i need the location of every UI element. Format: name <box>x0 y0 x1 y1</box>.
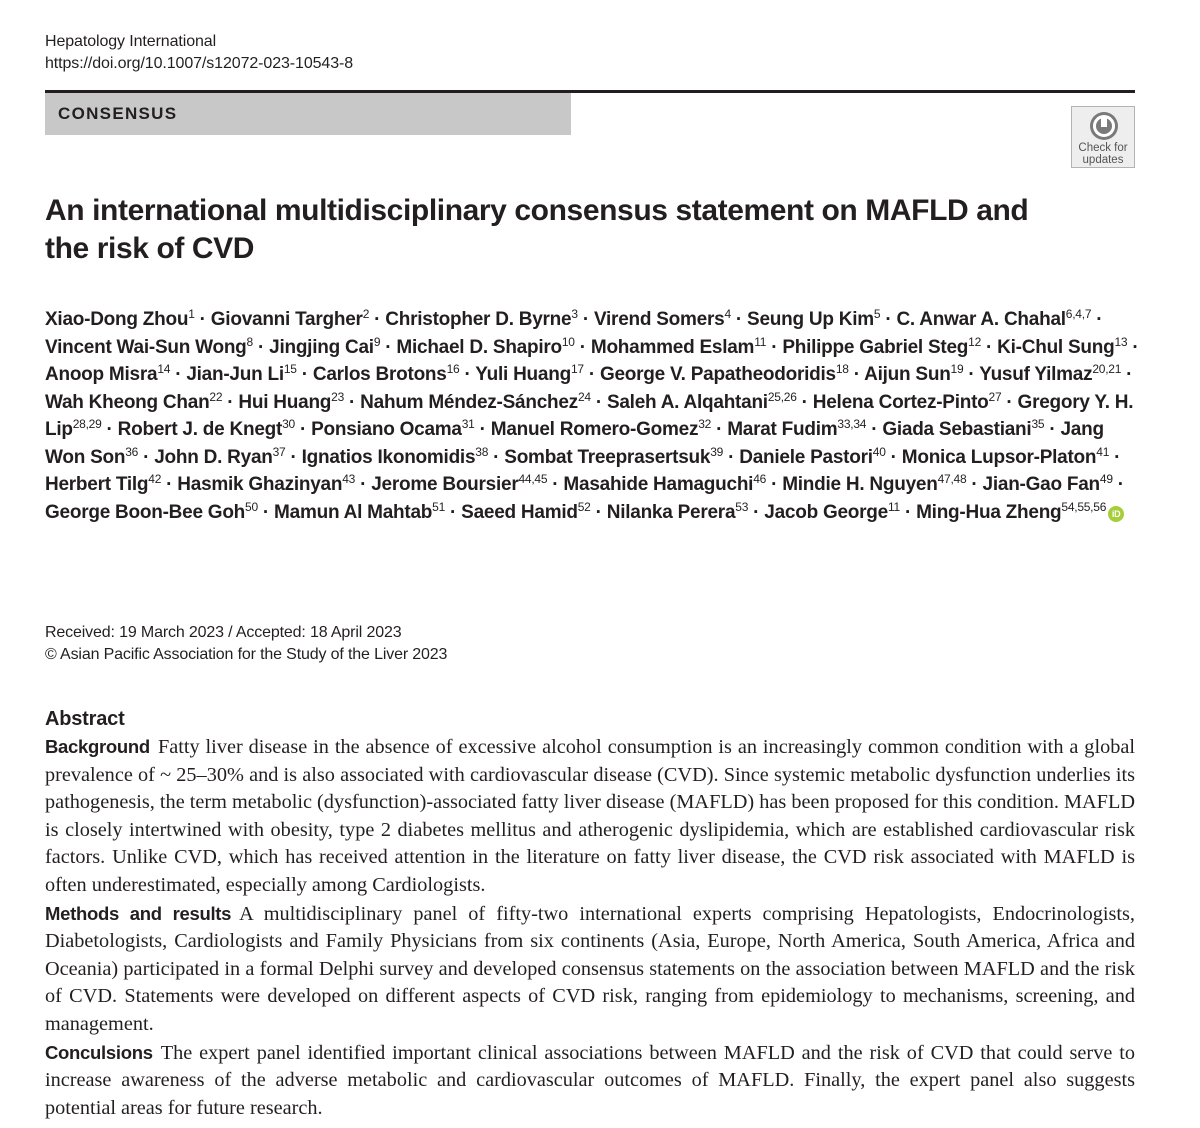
author-name[interactable] <box>45 309 195 330</box>
author-separator: · <box>1127 336 1139 358</box>
author-name[interactable] <box>563 474 766 495</box>
author-separator: · <box>355 474 372 495</box>
author-name[interactable] <box>154 444 286 468</box>
abstract-body <box>45 733 1135 1122</box>
author-name[interactable] <box>896 309 1091 330</box>
author-name[interactable] <box>606 499 749 523</box>
affiliation-marker: 50 <box>245 499 258 514</box>
author-name[interactable] <box>311 419 475 440</box>
section-text: The expert panel identified important clinical associations between MAFLD and the risk of CVD that could serve to increase awareness of the adverse metabolic and cardiovascular outcomes of MAFLD. Finally, the expert panel also suggests potential areas for future research. <box>45 1041 1135 1119</box>
author-name[interactable] <box>812 389 1002 413</box>
affiliation-marker: 35 <box>1031 417 1045 431</box>
author-name-text: Saleh A. Alqahtani <box>606 391 768 413</box>
author-name[interactable] <box>594 309 731 330</box>
affiliation-marker: 32 <box>698 417 712 431</box>
author-name-text: Jerome Boursier <box>371 474 519 495</box>
author-separator: · <box>866 419 883 440</box>
section-heading: Background <box>45 736 150 757</box>
affiliation-marker: 52 <box>577 499 591 514</box>
affiliation-marker: 20,21 <box>1092 362 1122 376</box>
author-name-text: Hasmik Ghazinyan <box>177 474 343 495</box>
author-name-text: Ki-Chul Sung <box>997 336 1115 358</box>
affiliation-marker: 47,48 <box>937 472 967 486</box>
author-name-text: Ignatios Ikonomidis <box>301 446 476 468</box>
affiliation-marker: 23 <box>331 389 345 404</box>
author-name-text: Seung Up Kim <box>747 309 874 330</box>
author-name-text: Manuel Romero-Gomez <box>490 419 699 440</box>
author-name-text: Robert J. de Knegt <box>117 419 283 440</box>
author-separator: · <box>294 419 312 440</box>
author-name-text: Aijun Sun <box>864 364 951 385</box>
affiliation-marker: 11 <box>754 334 767 349</box>
author-name-text: Jian-Gao Fan <box>982 474 1100 495</box>
affiliation-marker: 9 <box>373 334 381 349</box>
affiliation-marker: 17 <box>570 362 584 376</box>
author-name-text: Jang Won Son <box>45 419 1104 468</box>
author-name-text: John D. Ryan <box>154 446 273 468</box>
affiliation-marker: 15 <box>283 362 297 376</box>
author-name-text: Nilanka Perera <box>606 501 736 523</box>
affiliation-marker: 43 <box>342 472 356 486</box>
author-name-text: Yusuf Yilmaz <box>979 364 1093 385</box>
check-updates-icon <box>1088 110 1120 142</box>
author-name[interactable] <box>371 474 547 495</box>
author-separator: · <box>766 336 783 358</box>
check-updates-line2: updates <box>1082 154 1124 166</box>
author-name-text: Monica Lupsor-Platon <box>901 446 1097 468</box>
author-name-text: C. Anwar A. Chahal <box>896 309 1066 330</box>
author-name-text: Jian-Jun Li <box>186 364 284 385</box>
author-name-text: Hui Huang <box>238 391 332 413</box>
author-name[interactable] <box>600 364 849 385</box>
affiliation-marker: 2 <box>362 307 370 321</box>
author-separator: · <box>445 501 462 523</box>
affiliation-marker: 10 <box>561 334 575 349</box>
author-separator: · <box>138 446 155 468</box>
journal-name: Hepatology International <box>45 33 217 50</box>
author-name[interactable] <box>727 419 866 440</box>
article-type-bar <box>45 93 571 135</box>
author-name[interactable] <box>491 419 711 440</box>
affiliation-marker: 13 <box>1114 334 1128 349</box>
author-separator: · <box>474 419 491 440</box>
author-name-text: Anoop Misra <box>45 364 158 385</box>
author-separator: · <box>730 309 748 330</box>
abstract-section-background <box>45 733 1135 900</box>
author-name[interactable] <box>45 389 223 413</box>
author-name[interactable] <box>461 499 591 523</box>
author-separator: · <box>194 309 211 330</box>
author-name-text: Xiao-Dong Zhou <box>45 309 189 330</box>
author-separator: · <box>1044 419 1061 440</box>
author-name-text: Herbert Tilg <box>45 474 149 495</box>
check-for-updates-button[interactable] <box>1071 106 1135 168</box>
author-separator: · <box>981 336 998 358</box>
check-updates-line1: Check for <box>1078 142 1128 154</box>
section-text: Fatty liver disease in the absence of excessive alcohol consumption is an increasingly common condition with a global prevalence of ~ 25–30% and is also associated with cardiovascular disease (CVD). Since systemic metabolic dysfunction underlies its pathogenesis, the term metabolic (dysfunction)-associated fatty liver disease (MAFLD) has been proposed for this condition. MAFLD is closely intertwined with obesity, type 2 diabetes mellitus and atherogenic dyslipidemia, which are established cardiovascular risk factors. Unlike CVD, which has received attention in the literature on fatty liver disease, the CVD risk associated with MAFLD is often underestimated, especially among Cardiologists. <box>45 736 1135 896</box>
author-name-text: Ming-Hua Zheng <box>916 501 1062 523</box>
author-separator: · <box>1121 364 1133 385</box>
affiliation-marker: 44,45 <box>518 472 548 486</box>
author-name[interactable] <box>504 444 724 468</box>
author-name[interactable] <box>396 334 575 358</box>
author-name[interactable] <box>782 334 982 358</box>
author-name[interactable] <box>360 389 591 413</box>
author-name[interactable] <box>864 364 963 385</box>
author-name-text: Virend Somers <box>593 309 725 330</box>
author-separator: · <box>748 501 765 523</box>
author-name-text: Philippe Gabriel Steg <box>782 336 969 358</box>
author-separator: · <box>966 474 983 495</box>
author-name-text: Marat Fudim <box>727 419 838 440</box>
author-separator: · <box>711 419 728 440</box>
check-updates-text <box>1072 142 1134 166</box>
article-title: An international multidisciplinary consensus statement on MAFLD and the risk of CVD <box>45 194 1029 265</box>
author-name[interactable] <box>238 389 345 413</box>
affiliation-marker: 22 <box>209 389 223 404</box>
author-name[interactable] <box>782 474 966 495</box>
author-name[interactable] <box>606 389 797 413</box>
article-type-label: CONSENSUS <box>58 104 178 123</box>
author-separator: · <box>257 501 275 523</box>
author-name[interactable] <box>739 444 886 468</box>
author-name-text: Gregory Y. H. Lip <box>45 391 1134 440</box>
article-dates <box>45 622 447 666</box>
author-separator: · <box>170 364 187 385</box>
author-separator: · <box>590 501 607 523</box>
author-separator: · <box>880 309 897 330</box>
affiliation-marker: 54,55,56 <box>1061 499 1107 514</box>
abstract-section-methods <box>45 900 1135 1039</box>
author-name[interactable] <box>882 419 1044 440</box>
author-name[interactable] <box>983 474 1113 495</box>
author-separator: · <box>963 364 980 385</box>
author-name[interactable] <box>916 499 1107 523</box>
author-separator: · <box>369 309 386 330</box>
author-name[interactable] <box>997 334 1128 358</box>
author-name-text: Jacob George <box>764 501 888 523</box>
author-list <box>45 306 1145 526</box>
author-separator: · <box>488 446 505 468</box>
affiliation-marker: 37 <box>272 444 286 459</box>
author-separator: · <box>252 336 270 358</box>
author-separator: · <box>1112 474 1124 495</box>
author-separator: · <box>161 474 178 495</box>
author-separator: · <box>101 419 118 440</box>
affiliation-marker: 33,34 <box>837 417 867 431</box>
affiliation-marker: 42 <box>148 472 162 486</box>
author-name[interactable] <box>269 334 381 358</box>
author-name[interactable] <box>747 309 880 330</box>
affiliation-marker: 31 <box>461 417 475 431</box>
author-name-text: Mamun Al Mahtab <box>274 501 433 523</box>
author-name-text: Ponsiano Ocama <box>311 419 462 440</box>
author-separator: · <box>285 446 302 468</box>
author-separator: · <box>296 364 313 385</box>
author-separator: · <box>885 446 902 468</box>
author-separator: · <box>848 364 865 385</box>
author-name[interactable] <box>901 444 1110 468</box>
author-name[interactable] <box>45 334 253 358</box>
affiliation-marker: 40 <box>872 444 886 459</box>
received-accepted-dates: Received: 19 March 2023 / Accepted: 18 April 2023 <box>45 624 402 641</box>
affiliation-marker: 12 <box>968 334 982 349</box>
author-separator: · <box>583 364 600 385</box>
affiliation-marker: 1 <box>188 307 195 321</box>
author-name-text: Helena Cortez-Pinto <box>812 391 989 413</box>
author-name[interactable] <box>45 499 258 523</box>
author-name[interactable] <box>590 334 767 358</box>
author-name-text: Giovanni Targher <box>210 309 363 330</box>
author-name[interactable] <box>45 364 170 385</box>
affiliation-marker: 11 <box>887 499 900 514</box>
author-separator: · <box>1001 391 1018 413</box>
affiliation-marker: 30 <box>282 417 295 431</box>
affiliation-marker: 51 <box>432 499 446 514</box>
author-name[interactable] <box>385 309 578 330</box>
affiliation-marker: 18 <box>835 362 849 376</box>
author-separator: · <box>1109 446 1121 468</box>
affiliation-marker: 24 <box>577 389 591 404</box>
affiliation-marker: 3 <box>571 307 578 321</box>
copyright-line: © Asian Pacific Association for the Study of the Liver 2023 <box>45 646 448 663</box>
author-separator: · <box>574 336 591 358</box>
author-name[interactable] <box>475 364 584 385</box>
author-separator: · <box>380 336 397 358</box>
author-separator: · <box>899 501 917 523</box>
author-name-text: Masahide Hamaguchi <box>563 474 754 495</box>
author-name-text: Michael D. Shapiro <box>396 336 562 358</box>
author-separator: · <box>590 391 607 413</box>
section-heading: Conculsions <box>45 1041 153 1063</box>
affiliation-marker: 5 <box>873 307 881 321</box>
affiliation-marker: 6,4,7 <box>1065 307 1092 321</box>
author-separator: · <box>796 391 813 413</box>
author-name-text: Vincent Wai-Sun Wong <box>45 336 247 358</box>
affiliation-marker: 25,26 <box>767 389 797 404</box>
section-heading: Methods and results <box>45 902 232 924</box>
author-name-text: Saeed Hamid <box>461 501 578 523</box>
author-name-text: Wah Kheong Chan <box>45 391 210 413</box>
orcid-icon[interactable]: iD <box>1108 506 1124 522</box>
author-separator: · <box>344 391 361 413</box>
journal-header <box>45 31 353 75</box>
abstract-section-conclusions <box>45 1039 1135 1123</box>
author-name-text: Sombat Treeprasertsuk <box>504 446 711 468</box>
affiliation-marker: 46 <box>753 472 767 486</box>
author-name-text: Giada Sebastiani <box>882 419 1032 440</box>
affiliation-marker: 49 <box>1099 472 1113 486</box>
author-separator: · <box>577 309 594 330</box>
author-name-text: Carlos Brotons <box>312 364 447 385</box>
author-separator: · <box>1091 309 1103 330</box>
affiliation-marker: 27 <box>988 389 1002 404</box>
affiliation-marker: 39 <box>710 444 724 459</box>
affiliation-marker: 36 <box>125 444 139 459</box>
author-name-text: Daniele Pastori <box>739 446 873 468</box>
author-name[interactable] <box>186 364 296 385</box>
author-separator: · <box>766 474 783 495</box>
author-name[interactable] <box>313 364 460 385</box>
author-name[interactable] <box>301 444 489 468</box>
author-separator: · <box>222 391 239 413</box>
affiliation-marker: 28,29 <box>72 417 102 431</box>
author-name-text: Jingjing Cai <box>269 336 374 358</box>
affiliation-marker: 4 <box>724 307 731 321</box>
doi-link[interactable]: https://doi.org/10.1007/s12072-023-10543-8 <box>45 55 354 72</box>
author-name-text: George V. Papatheodoridis <box>599 364 836 385</box>
author-separator: · <box>459 364 476 385</box>
author-separator: · <box>547 474 564 495</box>
author-name[interactable] <box>274 499 446 523</box>
author-name-text: Yuli Huang <box>475 364 571 385</box>
author-name-text: Christopher D. Byrne <box>385 309 572 330</box>
affiliation-marker: 41 <box>1096 444 1110 459</box>
author-separator: · <box>723 446 740 468</box>
affiliation-marker: 8 <box>246 334 253 349</box>
affiliation-marker: 53 <box>735 499 749 514</box>
author-name[interactable] <box>211 309 369 330</box>
author-name[interactable] <box>177 474 355 495</box>
section-text: A multidisciplinary panel of fifty-two international experts comprising Hepatologists, Endocrinologists, Diabetologists, Cardiologists and Family Physicians from six continents (Asia, Europe, North America, South America, Africa and Oceania) participated in a formal Delphi survey and developed consensus statements on the association between MAFLD and the risk of CVD. Statements were developed on different aspects of CVD risk, ranging from epidemiology to mechanisms, screening, and management. <box>45 902 1135 1035</box>
author-name-text: Mindie H. Nguyen <box>782 474 938 495</box>
author-name-text: Mohammed Eslam <box>590 336 755 358</box>
affiliation-marker: 14 <box>157 362 171 376</box>
author-name-text: Nahum Méndez-Sánchez <box>360 391 578 413</box>
abstract-heading: Abstract <box>45 708 125 730</box>
author-name[interactable] <box>764 499 900 523</box>
author-name[interactable] <box>118 419 295 440</box>
author-name-text: George Boon-Bee Goh <box>45 501 246 523</box>
affiliation-marker: 19 <box>950 362 964 376</box>
author-name[interactable] <box>979 364 1121 385</box>
affiliation-marker: 16 <box>446 362 460 376</box>
affiliation-marker: 38 <box>475 444 489 459</box>
author-name[interactable] <box>45 474 161 495</box>
